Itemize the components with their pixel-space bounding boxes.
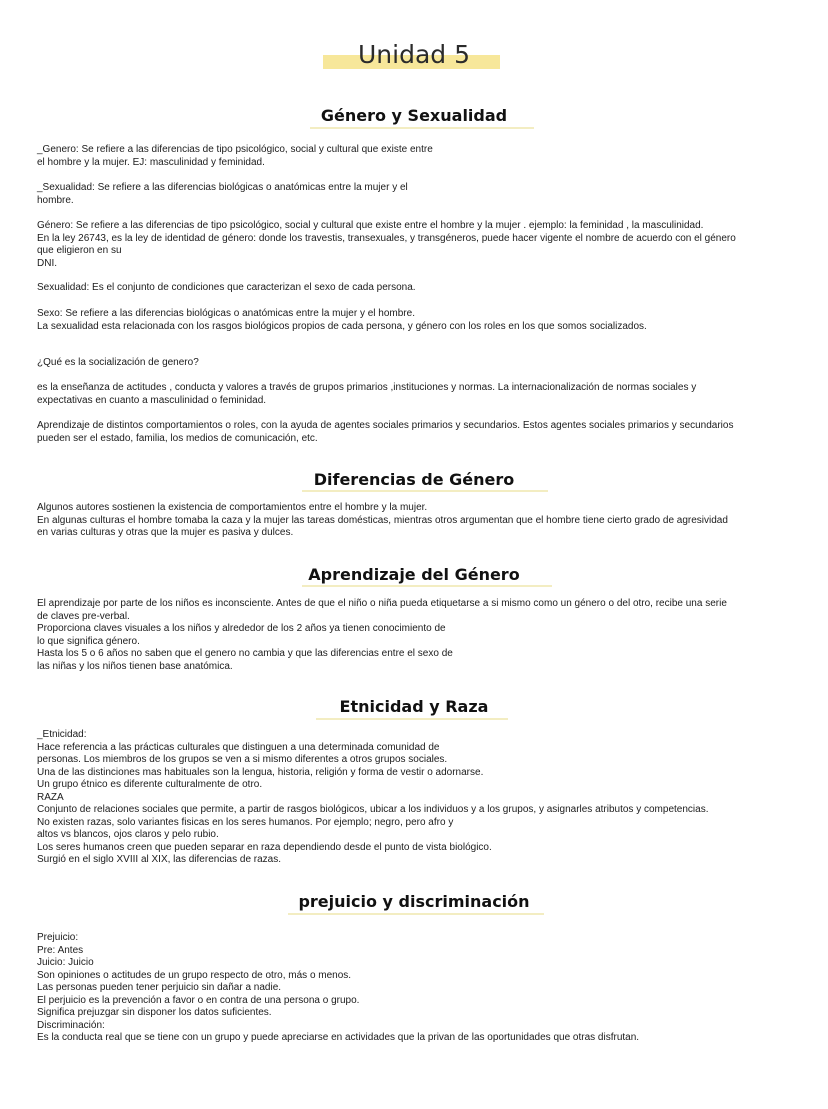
paragraph: Algunos autores sostienen la existencia de comportamientos entre el hombre y la mujer. En algunas culturas el hombre tomaba la caza y la mujer las tareas domésticas, mientras otros argumentan que el hombre tiene cierto grado de agresividad en varias culturas y otras que la mujer es pasiva y dulces. [37,502,728,538]
heading-underline [316,718,508,720]
paragraph: Género: Se refiere a las diferencias de tipo psicológico, social y cultural que existe entre el hombre y la mujer . ejemplo: la feminidad , la masculinidad. En la ley 26743, es la ley de identidad de género: donde los travestis, transexuales, y transgéneros, puede hacer vigente el nombre de acuerdo con el género que eligieron en su DNI. [37,220,736,269]
section-heading-etnicidad-raza: Etnicidad y Raza [339,697,489,716]
paragraph: es la enseñanza de actitudes , conducta y valores a través de grupos primarios ,instituciones y normas. La internacionalización de normas sociales y expectativas en cuanto a masculinidad o feminidad. [37,382,697,406]
paragraph: Sexo: Se refiere a las diferencias biológicas o anatómicas entre la mujer y el hombre. La sexualidad esta relacionada con los rasgos biológicos propios de cada persona, y género con los roles en los que somos socializados. [37,308,647,332]
paragraph: _Etnicidad: Hace referencia a las prácticas culturales que distinguen a una determinada comunidad de personas. Los miembros de los grupos se ven a si mismo diferentes a otros grupos sociales. Una de las distinciones mas habituales son la lengua, historia, religión y forma de vestir o adornarse. Un grupo étnico es diferente culturalmente de otro. RAZA Conjunto de relaciones sociales que permite, a partir de rasgos biológicos, ubicar a los individuos y a los grupos, y asignarles atributos y competencias. No existen razas, solo variantes fisicas en los seres humanos. Por ejemplo; negro, pero afro y altos vs blancos, ojos claros y pelo rubio. Los seres humanos creen que pueden separar en raza dependiendo desde el punto de vista biológico. Surgió en el siglo XVIII al XIX, las diferencias de razas. [37,729,709,865]
paragraph: Aprendizaje de distintos comportamientos o roles, con la ayuda de agentes sociales primarios y secundarios. Estos agentes sociales primarios y secundarios pueden ser el estado, familia, los medios de comunicación, etc. [37,420,734,444]
paragraph: Prejuicio: Pre: Antes Juicio: Juicio Son opiniones o actitudes de un grupo respecto de otro, más o menos. Las personas pueden tener perjuicio sin dañar a nadie. El perjuicio es la prevención a favor o en contra de una persona o grupo. Significa prejuzgar sin disponer los datos suficientes. Discriminación: Es la conducta real que se tiene con un grupo y puede apreciarse en actividades que la privan de las oportunidades que otras disfrutan. [37,932,640,1043]
section-heading-prejuicio-discriminacion: prejuicio y discriminación [298,892,530,911]
heading-underline [288,913,544,915]
section-heading-aprendizaje-genero: Aprendizaje del Género [308,565,520,584]
heading-underline [302,490,548,492]
section-heading-genero-sexualidad: Género y Sexualidad [320,106,508,125]
paragraph-question: ¿Qué es la socialización de genero? [37,357,199,368]
heading-underline [310,127,534,129]
paragraph: _Sexualidad: Se refiere a las diferencias biológicas o anatómicas entre la mujer y el hombre. [37,182,408,206]
heading-underline [302,585,552,587]
section-heading-diferencias-genero: Diferencias de Género [313,470,515,489]
paragraph: El aprendizaje por parte de los niños es inconsciente. Antes de que el niño o niña pueda etiquetarse a si mismo como un género o del otro, recibe una serie de claves pre-verbal. Proporciona claves visuales a los niños y alrededor de los 2 años ya tienen conocimiento de lo que significa género. Hasta los 5 o 6 años no saben que el genero no cambia y que las diferencias entre el sexo de las niñas y los niños tienen base anatómica. [37,598,727,672]
paragraph: _Genero: Se refiere a las diferencias de tipo psicológico, social y cultural que existe entre el hombre y la mujer. EJ: masculinidad y feminidad. [37,144,433,168]
paragraph: Sexualidad: Es el conjunto de condiciones que caracterizan el sexo de cada persona. [37,282,416,293]
page-title: Unidad 5 [358,40,470,69]
